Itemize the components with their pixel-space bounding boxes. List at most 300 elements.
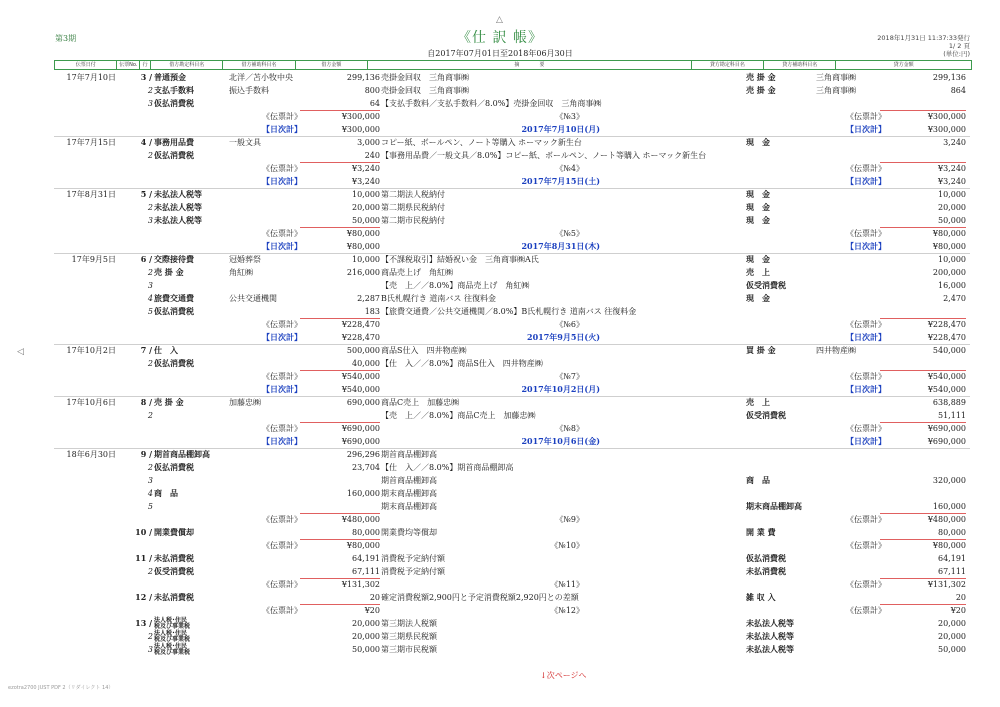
day-total-label: 【日次計】 xyxy=(846,436,886,446)
slip-number: 3 / xyxy=(140,72,152,82)
debit-amount: 20,000 xyxy=(352,632,380,641)
slip-number-label: 《№9》 xyxy=(555,515,584,524)
debit-amount: 64,191 xyxy=(352,554,380,563)
debit-amount: 20,000 xyxy=(352,203,380,212)
page-left-arrow-icon[interactable]: ◁ xyxy=(17,347,24,357)
debit-sub-account: 北洋／苫小牧中央 xyxy=(229,73,293,82)
line-number: 5 xyxy=(147,307,153,316)
debit-account-line: 法人税･住民 xyxy=(154,617,188,624)
slip-total-row xyxy=(0,513,1000,526)
period-range: 自2017年07月01日至2018年06月30日 xyxy=(427,49,573,58)
journal-entry-row xyxy=(0,253,1000,266)
debit-sub-account: 公共交通機関 xyxy=(229,294,277,303)
slip-number-label: 《№11》 xyxy=(550,580,584,589)
slip-total-label: 《伝票計》 xyxy=(262,541,302,550)
journal-entry-row xyxy=(0,552,1000,565)
description: 確定消費税額2,900円と予定消費税額2,920円との差額 xyxy=(381,593,579,602)
slip-total-debit: ¥20 xyxy=(364,606,380,615)
slip-total-label: 《伝票計》 xyxy=(846,320,886,329)
description: 【仕 入／／8.0%】商品S仕入 四井物産㈱ xyxy=(381,359,543,368)
slip-total-label: 《伝票計》 xyxy=(846,580,886,589)
day-date-label: 2017年10月2日(月) xyxy=(521,384,600,394)
page-up-arrow-icon[interactable]: △ xyxy=(496,15,503,25)
slip-total-label: 《伝票計》 xyxy=(846,164,886,173)
line-number: 3 xyxy=(147,216,153,225)
column-header-cell: 行 xyxy=(140,61,151,69)
slip-total-label: 《伝票計》 xyxy=(262,320,302,329)
credit-account: 現 金 xyxy=(746,254,770,264)
description: 期末商品棚卸高 xyxy=(381,489,437,498)
credit-amount: 299,136 xyxy=(932,73,966,82)
debit-amount: 80,000 xyxy=(352,528,380,537)
day-total-label: 【日次計】 xyxy=(846,241,886,251)
credit-amount: 20,000 xyxy=(938,619,966,628)
credit-sub-account: 三角商事㈱ xyxy=(816,86,856,95)
credit-amount: 540,000 xyxy=(932,346,966,355)
credit-amount: 2,470 xyxy=(943,294,966,303)
line-number: 2 xyxy=(147,151,153,160)
debit-account: 開業費償却 xyxy=(154,527,194,537)
credit-amount: 51,111 xyxy=(938,411,966,420)
journal-entry-row xyxy=(0,149,1000,162)
description: 第二期県民税納付 xyxy=(381,203,445,212)
description: 【売 上／／8.0%】商品売上げ 角紅㈱ xyxy=(381,281,530,290)
debit-account: 未払法人税等 xyxy=(154,189,202,199)
debit-account: 仮払消費税 xyxy=(154,306,194,316)
slip-total-debit: ¥228,470 xyxy=(341,320,380,329)
credit-amount: 20 xyxy=(955,593,966,602)
credit-account: 現 金 xyxy=(746,137,770,147)
debit-sub-account: 加藤忠㈱ xyxy=(229,398,261,407)
debit-account: 未払法人税等 xyxy=(154,202,202,212)
journal-entry-row xyxy=(0,279,1000,292)
line-number: 3 xyxy=(147,281,153,290)
day-total-label: 【日次計】 xyxy=(846,176,886,186)
slip-date: 18年6月30日 xyxy=(66,450,116,459)
debit-amount: 20,000 xyxy=(352,619,380,628)
slip-total-row xyxy=(0,227,1000,240)
day-total-row xyxy=(0,435,1000,448)
day-date-label: 2017年7月15日(土) xyxy=(521,176,600,186)
credit-amount: 64,191 xyxy=(938,554,966,563)
day-total-label: 【日次計】 xyxy=(846,384,886,394)
slip-total-label: 《伝票計》 xyxy=(846,424,886,433)
description: 【売 上／／8.0%】商品C売上 加藤忠㈱ xyxy=(381,411,536,420)
slip-total-debit: ¥131,302 xyxy=(341,580,380,589)
issue-datetime: 2018年1月31日 11:37:33発行 xyxy=(877,34,970,42)
slip-number: 9 / xyxy=(140,449,152,459)
slip-number: 12 / xyxy=(135,592,152,602)
journal-entry-row xyxy=(0,643,1000,656)
debit-account xyxy=(154,618,190,630)
debit-account: 仕 入 xyxy=(154,345,178,355)
slip-total-row xyxy=(0,370,1000,383)
credit-account: 未払法人税等 xyxy=(746,618,794,628)
description: B氏札幌行き 道南バス 往復料金 xyxy=(381,294,496,303)
day-total-label: 【日次計】 xyxy=(262,124,302,134)
debit-sub-account: 振込手数料 xyxy=(229,86,269,95)
unit-label: (単位:円) xyxy=(943,50,970,58)
debit-amount: 183 xyxy=(364,307,380,316)
journal-entry-row xyxy=(0,344,1000,357)
journal-entry-row xyxy=(0,214,1000,227)
debit-account: 支払手数料 xyxy=(154,85,194,95)
line-number: 2 xyxy=(147,359,153,368)
journal-entry-row xyxy=(0,97,1000,110)
credit-amount: 638,889 xyxy=(932,398,966,407)
journal-entry-row xyxy=(0,591,1000,604)
debit-account-line: 税及び事業税 xyxy=(154,636,191,643)
debit-account: 交際接待費 xyxy=(154,254,194,264)
day-date-label: 2017年10月6日(金) xyxy=(521,436,600,446)
slip-total-debit: ¥300,000 xyxy=(341,112,380,121)
slip-total-debit: ¥80,000 xyxy=(346,229,380,238)
debit-account xyxy=(154,644,190,656)
slip-number-label: 《№4》 xyxy=(555,164,584,173)
description: 消費税予定納付額 xyxy=(381,567,445,576)
day-total-debit: ¥690,000 xyxy=(341,437,380,446)
credit-account: 未払消費税 xyxy=(746,566,786,576)
credit-account: 仮受消費税 xyxy=(746,410,786,420)
slip-number-label: 《№5》 xyxy=(555,229,584,238)
journal-entry-row xyxy=(0,188,1000,201)
slip-total-credit: ¥131,302 xyxy=(927,580,966,589)
line-number: 2 xyxy=(147,86,153,95)
debit-account-line: 法人税･住民 xyxy=(154,630,188,637)
description: 第三期県民税額 xyxy=(381,632,437,641)
day-date-label: 2017年7月10日(月) xyxy=(521,124,600,134)
description: 第三期法人税額 xyxy=(381,619,437,628)
journal-entry-row xyxy=(0,461,1000,474)
debit-account: 普通預金 xyxy=(154,72,186,82)
slip-number: 5 / xyxy=(140,189,152,199)
slip-total-credit: ¥228,470 xyxy=(927,320,966,329)
line-number: 2 xyxy=(147,567,153,576)
debit-amount: 160,000 xyxy=(346,489,380,498)
description: 期末商品棚卸高 xyxy=(381,502,437,511)
description: 【事務用品費／一般文具／8.0%】コピー紙、ボールペン、ノート等購入 ホーマック新生台 xyxy=(381,151,707,160)
credit-amount: 10,000 xyxy=(938,190,966,199)
description: 消費税予定納付額 xyxy=(381,554,445,563)
slip-date: 17年8月31日 xyxy=(66,190,116,199)
slip-date: 17年7月15日 xyxy=(66,138,116,147)
day-total-credit: ¥80,000 xyxy=(932,242,966,251)
day-total-label: 【日次計】 xyxy=(262,436,302,446)
debit-amount: 216,000 xyxy=(346,268,380,277)
debit-account: 仮払消費税 xyxy=(154,358,194,368)
credit-amount: 10,000 xyxy=(938,255,966,264)
fiscal-term: 第3期 xyxy=(55,34,77,43)
credit-account: 売 掛 金 xyxy=(746,85,776,95)
day-total-row xyxy=(0,175,1000,188)
day-date-label: 2017年8月31日(木) xyxy=(521,241,600,251)
slip-total-row xyxy=(0,110,1000,123)
next-page-link[interactable]: ↓次ページへ xyxy=(540,671,587,680)
day-total-label: 【日次計】 xyxy=(262,241,302,251)
description: 商品S仕入 四井物産㈱ xyxy=(381,346,467,355)
column-header-cell: 摘 要 xyxy=(368,61,692,69)
debit-account-line: 税及び事業税 xyxy=(154,649,191,656)
slip-total-debit: ¥80,000 xyxy=(346,541,380,550)
credit-account: 売 上 xyxy=(746,397,770,407)
debit-sub-account: 角紅㈱ xyxy=(229,268,253,277)
day-total-credit: ¥300,000 xyxy=(927,125,966,134)
line-number: 3 xyxy=(147,99,153,108)
description: 【仕 入／／8.0%】期首商品棚卸高 xyxy=(381,463,514,472)
credit-account: 買 掛 金 xyxy=(746,345,776,355)
debit-account: 商 品 xyxy=(154,488,178,498)
slip-number-label: 《№3》 xyxy=(555,112,584,121)
credit-amount: 3,240 xyxy=(943,138,966,147)
credit-amount: 200,000 xyxy=(932,268,966,277)
journal-entry-row xyxy=(0,617,1000,630)
debit-amount: 40,000 xyxy=(352,359,380,368)
credit-amount: 50,000 xyxy=(938,645,966,654)
day-total-row xyxy=(0,383,1000,396)
line-number: 3 xyxy=(147,476,153,485)
journal-entry-row xyxy=(0,292,1000,305)
credit-amount: 864 xyxy=(950,86,966,95)
debit-account: 仮払消費税 xyxy=(154,462,194,472)
credit-amount: 20,000 xyxy=(938,203,966,212)
line-number: 2 xyxy=(147,268,153,277)
credit-sub-account: 三角商事㈱ xyxy=(816,73,856,82)
debit-account xyxy=(154,631,190,643)
slip-number: 6 / xyxy=(140,254,152,264)
debit-account: 売 掛 金 xyxy=(154,267,184,277)
debit-amount: 3,000 xyxy=(357,138,380,147)
slip-total-debit: ¥480,000 xyxy=(341,515,380,524)
debit-amount: 50,000 xyxy=(352,645,380,654)
slip-number-label: 《№8》 xyxy=(555,424,584,433)
day-total-label: 【日次計】 xyxy=(262,384,302,394)
slip-total-label: 《伝票計》 xyxy=(262,112,302,121)
debit-amount: 800 xyxy=(364,86,380,95)
credit-account: 現 金 xyxy=(746,189,770,199)
credit-amount: 160,000 xyxy=(932,502,966,511)
slip-total-debit: ¥540,000 xyxy=(341,372,380,381)
debit-account: 仮払消費税 xyxy=(154,150,194,160)
slip-total-credit: ¥20 xyxy=(950,606,966,615)
line-number: 3 xyxy=(147,645,153,654)
day-total-label: 【日次計】 xyxy=(846,332,886,342)
slip-number: 10 / xyxy=(135,527,152,537)
debit-amount: 299,136 xyxy=(346,73,380,82)
debit-account: 仮受消費税 xyxy=(154,566,194,576)
credit-amount: 50,000 xyxy=(938,216,966,225)
slip-total-row xyxy=(0,539,1000,552)
slip-total-label: 《伝票計》 xyxy=(262,229,302,238)
slip-number-label: 《№10》 xyxy=(550,541,584,550)
debit-amount: 64 xyxy=(369,99,380,108)
credit-amount: 320,000 xyxy=(932,476,966,485)
slip-date: 17年10月2日 xyxy=(66,346,116,355)
credit-account: 仮受消費税 xyxy=(746,280,786,290)
day-total-credit: ¥3,240 xyxy=(938,177,966,186)
page-title: 《仕 訳 帳》 xyxy=(457,30,543,46)
column-header-cell: 伝票No. xyxy=(117,61,140,69)
debit-amount: 500,000 xyxy=(346,346,380,355)
day-total-row xyxy=(0,240,1000,253)
slip-total-credit: ¥690,000 xyxy=(927,424,966,433)
description: 開業費均等償却 xyxy=(381,528,437,537)
debit-amount: 23,704 xyxy=(352,463,380,472)
description: 売掛金回収 三角商事㈱ xyxy=(381,73,469,82)
slip-total-credit: ¥80,000 xyxy=(932,229,966,238)
slip-total-credit: ¥80,000 xyxy=(932,541,966,550)
line-number: 2 xyxy=(147,632,153,641)
credit-amount: 67,111 xyxy=(938,567,966,576)
day-total-credit: ¥690,000 xyxy=(927,437,966,446)
column-header-cell: 借方補助科目名 xyxy=(223,61,295,69)
slip-total-label: 《伝票計》 xyxy=(846,372,886,381)
debit-amount: 67,111 xyxy=(352,567,380,576)
slip-total-label: 《伝票計》 xyxy=(262,515,302,524)
description: 【支払手数料／支払手数料／8.0%】売掛金回収 三角商事㈱ xyxy=(381,99,602,108)
description: 第二期市民税納付 xyxy=(381,216,445,225)
debit-account-line: 税及び事業税 xyxy=(154,623,191,630)
line-number: 4 xyxy=(147,294,153,303)
credit-amount: 80,000 xyxy=(938,528,966,537)
slip-date: 17年7月10日 xyxy=(66,73,116,82)
credit-account: 現 金 xyxy=(746,215,770,225)
slip-date: 17年9月5日 xyxy=(71,255,116,264)
debit-sub-account: 一般文具 xyxy=(229,138,261,147)
slip-number-label: 《№12》 xyxy=(550,606,584,615)
slip-total-label: 《伝票計》 xyxy=(846,515,886,524)
slip-total-label: 《伝票計》 xyxy=(846,541,886,550)
column-header-cell: 借方金額 xyxy=(296,61,368,69)
journal-entry-row xyxy=(0,136,1000,149)
credit-sub-account: 四井物産㈱ xyxy=(816,346,856,355)
debit-amount: 2,287 xyxy=(357,294,380,303)
credit-account: 現 金 xyxy=(746,202,770,212)
column-header-cell: 借方勘定科目名 xyxy=(151,61,223,69)
slip-total-label: 《伝票計》 xyxy=(262,424,302,433)
slip-total-row xyxy=(0,578,1000,591)
slip-number: 13 / xyxy=(135,618,152,628)
description: 商品C売上 加藤忠㈱ xyxy=(381,398,460,407)
day-total-label: 【日次計】 xyxy=(262,332,302,342)
page-number: 1/ 2 頁 xyxy=(948,42,970,50)
journal-entry-row xyxy=(0,630,1000,643)
slip-total-label: 《伝票計》 xyxy=(846,606,886,615)
journal-entry-row xyxy=(0,71,1000,84)
debit-account-line: 法人税･住民 xyxy=(154,643,188,650)
journal-entry-row xyxy=(0,396,1000,409)
slip-total-debit: ¥3,240 xyxy=(352,164,380,173)
journal-entry-row xyxy=(0,84,1000,97)
day-total-credit: ¥228,470 xyxy=(927,333,966,342)
slip-number: 11 / xyxy=(135,553,152,563)
journal-entry-row xyxy=(0,474,1000,487)
debit-sub-account: 冠婚葬祭 xyxy=(229,255,261,264)
slip-total-label: 《伝票計》 xyxy=(262,372,302,381)
day-total-label: 【日次計】 xyxy=(846,124,886,134)
description: 第三期市民税額 xyxy=(381,645,437,654)
column-header xyxy=(54,60,972,70)
slip-total-label: 《伝票計》 xyxy=(262,580,302,589)
debit-amount: 10,000 xyxy=(352,190,380,199)
journal-entry-row xyxy=(0,500,1000,513)
credit-account: 開 業 費 xyxy=(746,527,776,537)
credit-account: 売 上 xyxy=(746,267,770,277)
slip-total-row xyxy=(0,604,1000,617)
slip-number: 4 / xyxy=(140,137,152,147)
debit-account: 事務用品費 xyxy=(154,137,194,147)
line-number: 2 xyxy=(147,203,153,212)
debit-amount: 10,000 xyxy=(352,255,380,264)
credit-account: 雑 収 入 xyxy=(746,592,776,602)
column-header-cell: 伝票日付 xyxy=(55,61,117,69)
slip-total-credit: ¥480,000 xyxy=(927,515,966,524)
slip-total-debit: ¥690,000 xyxy=(341,424,380,433)
day-total-row xyxy=(0,123,1000,136)
line-number: 5 xyxy=(147,502,153,511)
line-number: 2 xyxy=(147,463,153,472)
day-total-credit: ¥540,000 xyxy=(927,385,966,394)
description: 【旅費交通費／公共交通機関／8.0%】B氏札幌行き 道南バス 往復料金 xyxy=(381,307,637,316)
day-total-debit: ¥3,240 xyxy=(352,177,380,186)
credit-account: 仮払消費税 xyxy=(746,553,786,563)
journal-entry-row xyxy=(0,448,1000,461)
column-header-cell: 貸方勘定科目名 xyxy=(692,61,764,69)
column-header-cell: 貸方補助科目名 xyxy=(764,61,836,69)
description: 期首商品棚卸高 xyxy=(381,450,437,459)
slip-total-label: 《伝票計》 xyxy=(262,606,302,615)
debit-account: 仮払消費税 xyxy=(154,98,194,108)
slip-total-label: 《伝票計》 xyxy=(846,229,886,238)
issue-info xyxy=(877,34,970,58)
debit-amount: 20 xyxy=(369,593,380,602)
credit-account: 売 掛 金 xyxy=(746,72,776,82)
slip-date: 17年10月6日 xyxy=(66,398,116,407)
slip-number-label: 《№6》 xyxy=(555,320,584,329)
debit-amount: 240 xyxy=(364,151,380,160)
slip-total-row xyxy=(0,162,1000,175)
credit-account: 期末商品棚卸高 xyxy=(746,501,802,511)
slip-total-credit: ¥540,000 xyxy=(927,372,966,381)
journal-entry-row xyxy=(0,305,1000,318)
slip-total-credit: ¥300,000 xyxy=(927,112,966,121)
debit-account: 旅費交通費 xyxy=(154,293,194,303)
slip-number-label: 《№7》 xyxy=(555,372,584,381)
slip-total-row xyxy=(0,422,1000,435)
debit-account: 未払消費税 xyxy=(154,592,194,602)
journal-entry-row xyxy=(0,266,1000,279)
journal-entry-row xyxy=(0,526,1000,539)
day-total-debit: ¥80,000 xyxy=(346,242,380,251)
credit-account: 未払法人税等 xyxy=(746,644,794,654)
debit-account: 未払消費税 xyxy=(154,553,194,563)
credit-amount: 20,000 xyxy=(938,632,966,641)
debit-account: 期首商品棚卸高 xyxy=(154,449,210,459)
description: 【不課税取引】結婚祝い金 三角商事㈱A氏 xyxy=(381,255,539,264)
day-date-label: 2017年9月5日(火) xyxy=(527,332,600,342)
description: コピー紙、ボールペン、ノート等購入 ホーマック新生台 xyxy=(381,138,582,147)
column-header-cell: 貸方金額 xyxy=(893,62,914,68)
line-number: 4 xyxy=(147,489,153,498)
slip-total-credit: ¥3,240 xyxy=(938,164,966,173)
description: 第二期法人税納付 xyxy=(381,190,445,199)
slip-total-label: 《伝票計》 xyxy=(262,164,302,173)
line-number: 2 xyxy=(147,411,153,420)
credit-account: 現 金 xyxy=(746,293,770,303)
slip-number: 7 / xyxy=(140,345,152,355)
slip-total-label: 《伝票計》 xyxy=(846,112,886,121)
day-total-label: 【日次計】 xyxy=(262,176,302,186)
print-source-note: ezotra2700 JUST PDF 2（リダイレクト 14） xyxy=(8,685,114,691)
